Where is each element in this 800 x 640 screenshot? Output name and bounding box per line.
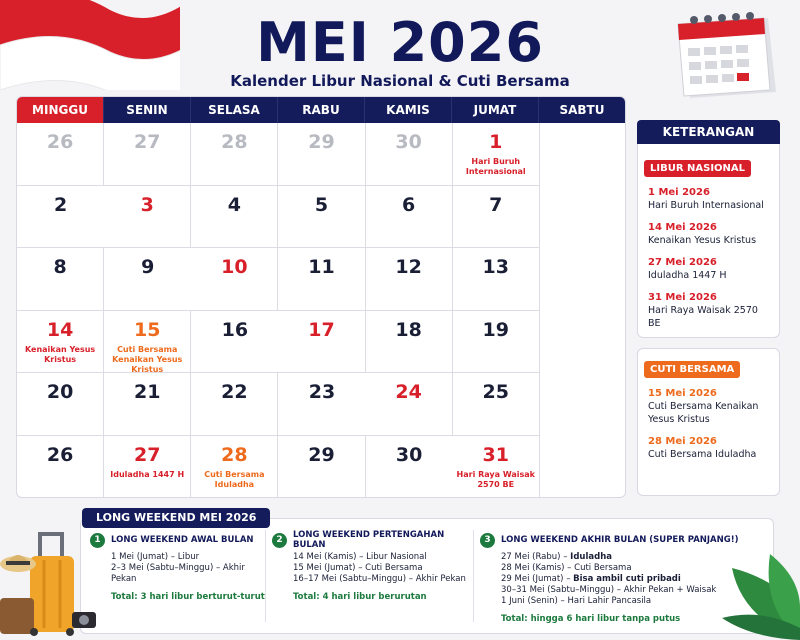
- section-line-text: 16–17 Mei (Sabtu–Minggu) – Akhir Pekan: [293, 574, 466, 584]
- calendar-day-cell[interactable]: [191, 373, 278, 436]
- calendar-day-cell[interactable]: [104, 373, 191, 436]
- weekday-label: SENIN: [104, 97, 191, 123]
- day-number: 24: [395, 381, 422, 404]
- calendar-day-cell[interactable]: [366, 248, 453, 311]
- section-total: Total: 4 hari libur berurutan: [293, 592, 427, 602]
- section-line-text: 14 Mei (Kamis) – Libur Nasional: [293, 552, 427, 562]
- legend-item: [648, 291, 773, 330]
- legend-desc: Cuti Bersama Iduladha: [648, 449, 757, 460]
- day-number: 28: [221, 443, 248, 466]
- calendar-day-cell[interactable]: [104, 248, 191, 311]
- legend-desc: Iduladha 1447 H: [648, 270, 727, 281]
- section-title: [480, 532, 770, 548]
- section-line-text: 1 Juni (Senin) – Hari Lahir Pancasila: [501, 596, 652, 606]
- section-line-text: 1 Mei (Jumat) – Libur: [111, 552, 200, 562]
- calendar-day-cell[interactable]: [17, 186, 104, 249]
- legend-item: [648, 387, 773, 426]
- section-line-text: 27 Mei (Rabu) –: [501, 552, 571, 562]
- section-title-text: LONG WEEKEND PERTENGAHAN BULAN: [293, 530, 445, 550]
- day-number: 20: [46, 381, 74, 404]
- calendar-day-cell[interactable]: [104, 186, 191, 249]
- day-number: 25: [482, 381, 509, 404]
- legend-desc: Kenaikan Yesus Kristus: [648, 235, 757, 246]
- section-line: [293, 552, 472, 563]
- calendar-day-cell[interactable]: [278, 373, 365, 436]
- weekday-label: SABTU: [539, 97, 625, 123]
- day-note: Hari Buruh Internasional: [465, 157, 526, 176]
- day-number: 26: [46, 131, 74, 153]
- calendar-day-cell[interactable]: [191, 436, 278, 498]
- calendar-day-cell[interactable]: [366, 186, 453, 249]
- day-number: 30: [395, 443, 423, 466]
- section-line-bold: Iduladha: [570, 552, 612, 562]
- legend-desc: Hari Buruh Internasional: [648, 200, 764, 211]
- plant-leaves-icon: [722, 548, 800, 640]
- day-number: 8: [53, 256, 67, 279]
- day-number: 27: [133, 131, 161, 153]
- calendar-day-cell[interactable]: [366, 373, 453, 436]
- calendar-day-cell[interactable]: [366, 436, 453, 498]
- day-note: Cuti Bersama Kenaikan Yesus Kristus: [112, 344, 183, 374]
- calendar-day-cell[interactable]: [453, 186, 540, 249]
- day-note: Iduladha 1447 H: [110, 469, 185, 479]
- section-line-text: 30–31 Mei (Sabtu–Minggu) – Akhir Pekan + Waisak: [501, 585, 717, 595]
- section-title-text: LONG WEEKEND AWAL BULAN: [111, 535, 254, 545]
- day-number: 14: [46, 318, 74, 341]
- day-number: 29: [308, 443, 335, 466]
- long-weekend-section: [90, 532, 265, 603]
- section-number-badge: 3: [480, 533, 495, 548]
- cuti-bersama-tag: CUTI BERSAMA: [644, 361, 740, 378]
- weekday-label: SELASA: [191, 97, 278, 123]
- day-number: 9: [141, 256, 155, 279]
- section-line-text: 2–3 Mei (Sabtu–Minggu) – Akhir Pekan: [111, 563, 245, 584]
- day-number: 26: [46, 443, 74, 466]
- calendar-day-cell[interactable]: [278, 311, 365, 374]
- section-number-badge: 2: [272, 533, 287, 548]
- day-number: 17: [308, 318, 335, 341]
- weekday-label: MINGGU: [17, 97, 104, 123]
- day-number: 15: [133, 318, 161, 341]
- calendar-day-cell[interactable]: [17, 311, 104, 374]
- calendar-day-cell[interactable]: [191, 186, 278, 249]
- calendar-day-cell[interactable]: [278, 186, 365, 249]
- weekday-header: [17, 97, 625, 123]
- legend-date: 28 Mei 2026: [648, 436, 717, 447]
- day-number: 19: [482, 318, 509, 341]
- section-line-text: 15 Mei (Jumat) – Cuti Bersama: [293, 563, 423, 573]
- long-weekend-title: LONG WEEKEND MEI 2026: [82, 508, 270, 528]
- weekday-label: JUMAT: [452, 97, 539, 123]
- section-line: [293, 574, 472, 585]
- weekday-label: KAMIS: [365, 97, 452, 123]
- calendar-grid: [16, 96, 626, 498]
- calendar-day-cell[interactable]: [453, 436, 540, 498]
- legend-libur-panel: [637, 144, 780, 338]
- section-total: Total: 3 hari libur berturut-turut: [111, 592, 265, 602]
- day-number: 4: [227, 193, 241, 216]
- page-title: MEI 2026: [256, 11, 544, 74]
- calendar-day-cell[interactable]: [191, 311, 278, 374]
- section-line: [111, 563, 265, 585]
- weekday-label: RABU: [278, 97, 365, 123]
- day-number: 30: [395, 131, 422, 153]
- calendar-day-cell[interactable]: [453, 248, 540, 311]
- calendar-day-cell[interactable]: [104, 311, 191, 374]
- divider: [473, 530, 474, 622]
- day-number: 3: [140, 193, 154, 216]
- legend-cuti-panel: [637, 348, 780, 496]
- legend-item: [648, 186, 773, 212]
- calendar-day-cell[interactable]: [278, 123, 365, 186]
- section-line-bold: Bisa ambil cuti pribadi: [573, 574, 681, 584]
- day-number: 11: [308, 256, 335, 279]
- legend-item: [648, 435, 773, 461]
- calendar-day-cell[interactable]: [366, 123, 453, 186]
- day-note: Hari Raya Waisak 2570 BE: [456, 469, 535, 489]
- legend-desc: Cuti Bersama Kenaikan Yesus Kristus: [648, 401, 759, 425]
- calendar-day-cell[interactable]: [17, 373, 104, 436]
- section-total: Total: hingga 6 hari libur tanpa putus: [501, 614, 681, 624]
- calendar-day-cell[interactable]: [453, 311, 540, 374]
- day-number: 28: [221, 131, 248, 153]
- calendar-day-cell[interactable]: [17, 123, 104, 186]
- day-number: 7: [489, 193, 503, 216]
- libur-nasional-tag: LIBUR NASIONAL: [644, 160, 751, 177]
- calendar-day-cell[interactable]: [191, 248, 278, 311]
- day-number: 2: [53, 193, 68, 216]
- day-number: 1: [489, 131, 503, 153]
- day-number: 21: [133, 381, 161, 404]
- section-line: [111, 552, 265, 563]
- calendar-day-cell[interactable]: [17, 436, 104, 498]
- calendar-day-cell[interactable]: [453, 123, 540, 186]
- long-weekend-section: [272, 532, 472, 603]
- day-number: 27: [133, 443, 161, 466]
- section-title: [90, 532, 265, 548]
- calendar-day-cell[interactable]: [366, 311, 453, 374]
- day-number: 18: [395, 318, 422, 341]
- legend-title: KETERANGAN: [637, 120, 780, 144]
- section-line-text: 29 Mei (Jumat) –: [501, 574, 574, 584]
- day-number: 5: [314, 193, 329, 216]
- section-title: [272, 532, 472, 548]
- legend-date: 14 Mei 2026: [648, 222, 717, 233]
- calendar-day-cell[interactable]: [278, 248, 365, 311]
- suitcase-icon: [0, 528, 104, 640]
- day-number: 23: [308, 381, 336, 404]
- legend-item: [648, 221, 773, 247]
- calendar-day-cell[interactable]: [191, 123, 278, 186]
- legend-item: [648, 256, 773, 282]
- divider: [265, 530, 266, 622]
- day-number: 6: [402, 193, 416, 216]
- legend-date: 31 Mei 2026: [648, 292, 717, 303]
- section-line: [293, 563, 472, 574]
- day-number: 10: [221, 256, 248, 279]
- calendar-day-cell[interactable]: [104, 123, 191, 186]
- legend-date: 27 Mei 2026: [648, 257, 717, 268]
- calendar-day-cell[interactable]: [17, 248, 104, 311]
- legend-date: 15 Mei 2026: [648, 388, 717, 399]
- calendar-day-cell[interactable]: [278, 436, 365, 498]
- legend-date: 1 Mei 2026: [648, 187, 710, 198]
- day-number: 29: [308, 131, 335, 153]
- day-note: Cuti Bersama Iduladha: [204, 469, 265, 489]
- section-title-text: LONG WEEKEND AKHIR BULAN (SUPER PANJANG!): [501, 535, 739, 545]
- calendar-day-cell[interactable]: [453, 373, 540, 436]
- page-subtitle: Kalender Libur Nasional & Cuti Bersama: [230, 72, 570, 90]
- calendar-day-cell[interactable]: [104, 436, 191, 498]
- day-note: Kenaikan Yesus Kristus: [24, 344, 96, 364]
- day-number: 13: [482, 256, 509, 279]
- day-number: 16: [221, 318, 249, 341]
- day-number: 31: [482, 443, 509, 466]
- legend-desc: Hari Raya Waisak 2570 BE: [648, 305, 758, 329]
- day-number: 12: [395, 256, 422, 279]
- section-number-badge: 1: [90, 533, 105, 548]
- calendar-days: [17, 123, 625, 498]
- section-line-text: 28 Mei (Kamis) – Cuti Bersama: [501, 563, 632, 573]
- day-number: 22: [221, 381, 248, 404]
